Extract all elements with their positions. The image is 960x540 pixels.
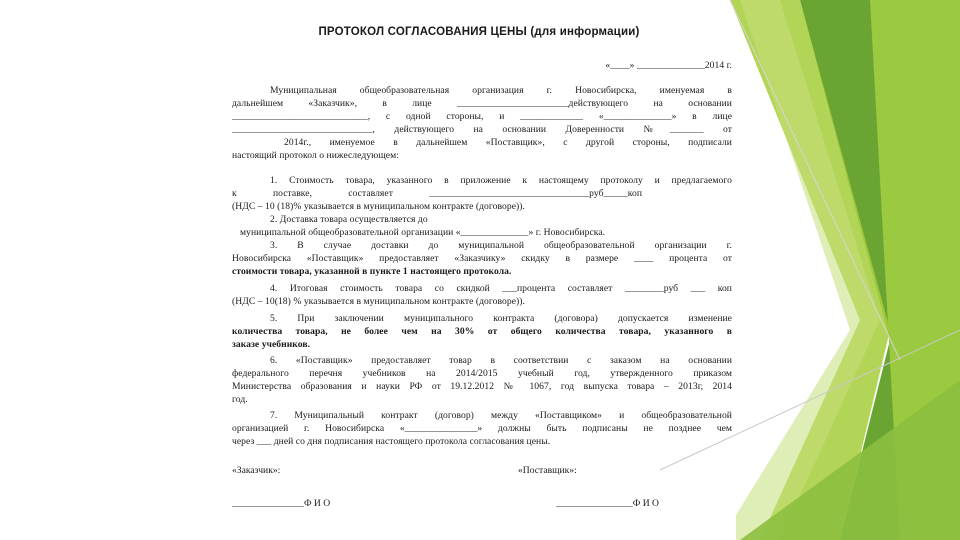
item-3-line: Новосибирска «Поставщик» предоставляет «Заказчику» скидку в размере ____ процента от: [232, 253, 732, 264]
item-3-line: 3. В случае доставки до муниципальной общеобразовательной организации г.: [270, 240, 732, 251]
date-line: «____» ______________2014 г.: [605, 60, 732, 71]
customer-label: «Заказчик»:: [232, 465, 281, 476]
item-4-line: (НДС – 10(18) % указывается в муниципальном контракте (договоре)).: [232, 296, 525, 307]
item-1-line: (НДС – 10 (18)% указывается в муниципальном контракте (договоре)).: [232, 201, 525, 212]
item-1-line: к поставке, составляет _________________________________руб_____коп: [232, 188, 642, 199]
item-1-line: 1. Стоимость товара, указанного в приложение к настоящему протоколу и предлагаемого: [270, 175, 732, 186]
item-7-line: через ___ дней со дня подписания настоящего протокола согласования цены.: [232, 436, 551, 447]
item-3-line: стоимости товара, указанной в пункте 1 настоящего протокола.: [232, 266, 512, 277]
item-4-line: 4. Итоговая стоимость товара со скидкой ___процента составляет ________руб ___ коп: [270, 283, 732, 294]
item-6-line: федерального перечня учебников на 2014/2015 учебный год, утвержденного приказом: [232, 368, 732, 379]
item-6-line: Министерства образования и науки РФ от 19.12.2012 № 1067, год выпуска товара – 2013г, 2014: [232, 381, 732, 392]
item-6-line: 6. «Поставщик» предоставляет товар в соответствии с заказом на основании: [270, 355, 732, 366]
item-7-line: 7. Муниципальный контракт (договор) между «Поставщиком» и общеобразовательной: [270, 410, 732, 421]
item-5-line: 5. При заключении муниципального контракта (договора) допускается изменение: [270, 313, 732, 324]
document-title: ПРОТОКОЛ СОГЛАСОВАНИЯ ЦЕНЫ (для информации): [318, 26, 640, 38]
customer-signature-line: _______________Ф И О: [232, 498, 331, 509]
supplier-signature-line: ________________Ф И О: [556, 498, 659, 509]
item-5-line: заказе учебников.: [232, 339, 311, 350]
item-6-line: год.: [232, 394, 248, 405]
preamble-line: дальнейшем «Заказчик», в лице _______________________действующего на основании: [232, 98, 732, 109]
preamble-line: ____________________________, с одной стороны, и _____________ «______________» в лице: [232, 111, 732, 122]
preamble-line: Муниципальная общеобразовательная организация г. Новосибирска, именуемая в: [270, 85, 732, 96]
item-2-line: муниципальной общеобразовательной организации «______________» г. Новосибирска.: [240, 227, 606, 238]
supplier-label: «Поставщик»:: [518, 465, 577, 476]
item-7-line: организацией г. Новосибирска «_______________» должны быть подписаны не позднее чем: [232, 423, 732, 434]
item-2-line: 2. Доставка товара осуществляется до: [270, 214, 428, 225]
protocol-document: [222, 0, 736, 540]
item-5-line: количества товара, не более чем на 30% от общего количества товара, указанного в: [232, 326, 732, 337]
preamble-line: _____________________________, действующего на основании Доверенности №_______ от: [232, 124, 732, 135]
preamble-line: настоящий протокол о нижеследующем:: [232, 150, 399, 161]
preamble-line: 2014г., именуемое в дальнейшем «Поставщик», с другой стороны, подписали: [284, 137, 732, 148]
